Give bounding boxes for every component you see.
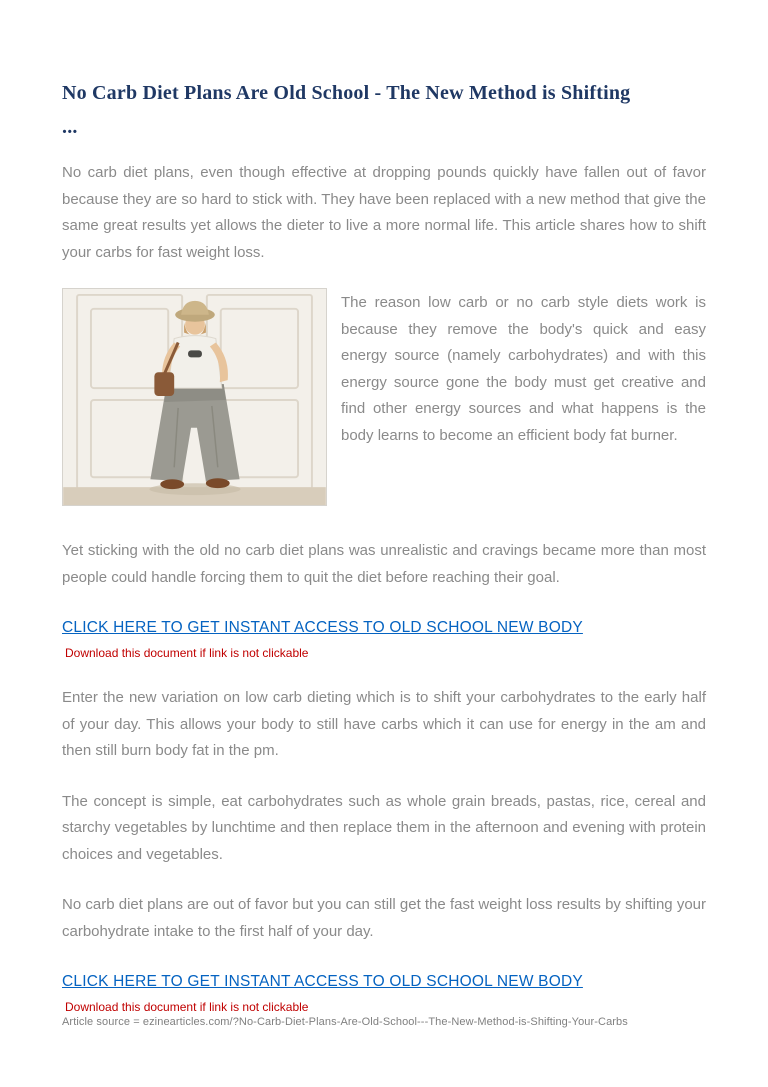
cta-link-2[interactable]: CLICK HERE TO GET INSTANT ACCESS TO OLD SCHOOL NEW BODY xyxy=(62,973,583,990)
outro-paragraph: No carb diet plans are out of favor but you can still get the fast weight loss results by shifting your carbohydrate intake to the first half of your day. xyxy=(62,896,706,940)
cta-link-1[interactable]: CLICK HERE TO GET INSTANT ACCESS TO OLD SCHOOL NEW BODY xyxy=(62,619,583,636)
article-source-footer: Article source = ezinearticles.com/?No-Carb-Diet-Plans-Are-Old-School---The-New-Method-is-Shifting-Your-Carbs xyxy=(62,1016,628,1028)
enter-paragraph: Enter the new variation on low carb dieting which is to shift your carbohydrates to the early half of your day. This allows your body to still have carbs which it can use for energy in the am and then still burn body fat in the pm. xyxy=(62,689,706,759)
intro-paragraph: No carb diet plans, even though effective at dropping pounds quickly have fallen out of favor because they are so hard to stick with. They have been replaced with a new method that give the same great results yet allows the dieter to live a more normal life. This article shares how to shift your carbs for fast weight loss. xyxy=(62,164,706,261)
page-title-line1: No Carb Diet Plans Are Old School - The New Method is Shifting xyxy=(62,82,631,104)
download-note-1: Download this document if link is not clickable xyxy=(65,646,309,660)
yet-paragraph: Yet sticking with the old no carb diet plans was unrealistic and cravings became more than most people could handle forcing them to quit the diet before reaching their goal. xyxy=(62,542,706,586)
page-title-line2: ... xyxy=(62,116,78,138)
download-note-2: Download this document if link is not clickable xyxy=(65,1000,309,1014)
page-title xyxy=(62,76,706,144)
image-text-row xyxy=(62,286,706,512)
weight-loss-photo-illustration xyxy=(63,289,326,505)
weight-loss-photo xyxy=(62,288,327,506)
concept-paragraph: The concept is simple, eat carbohydrates such as whole grain breads, pastas, rice, cereal and starchy vegetables by lunchtime and then replace them in the afternoon and evening with protein choices and vegetables. xyxy=(62,792,706,863)
reason-paragraph: The reason low carb or no carb style diets work is because they remove the body's quick and easy energy source (namely carbohydrates) and with this energy source gone the body must get creative and find other energy sources and what happens is the body learns to become an efficient body fat burner. xyxy=(341,294,706,444)
